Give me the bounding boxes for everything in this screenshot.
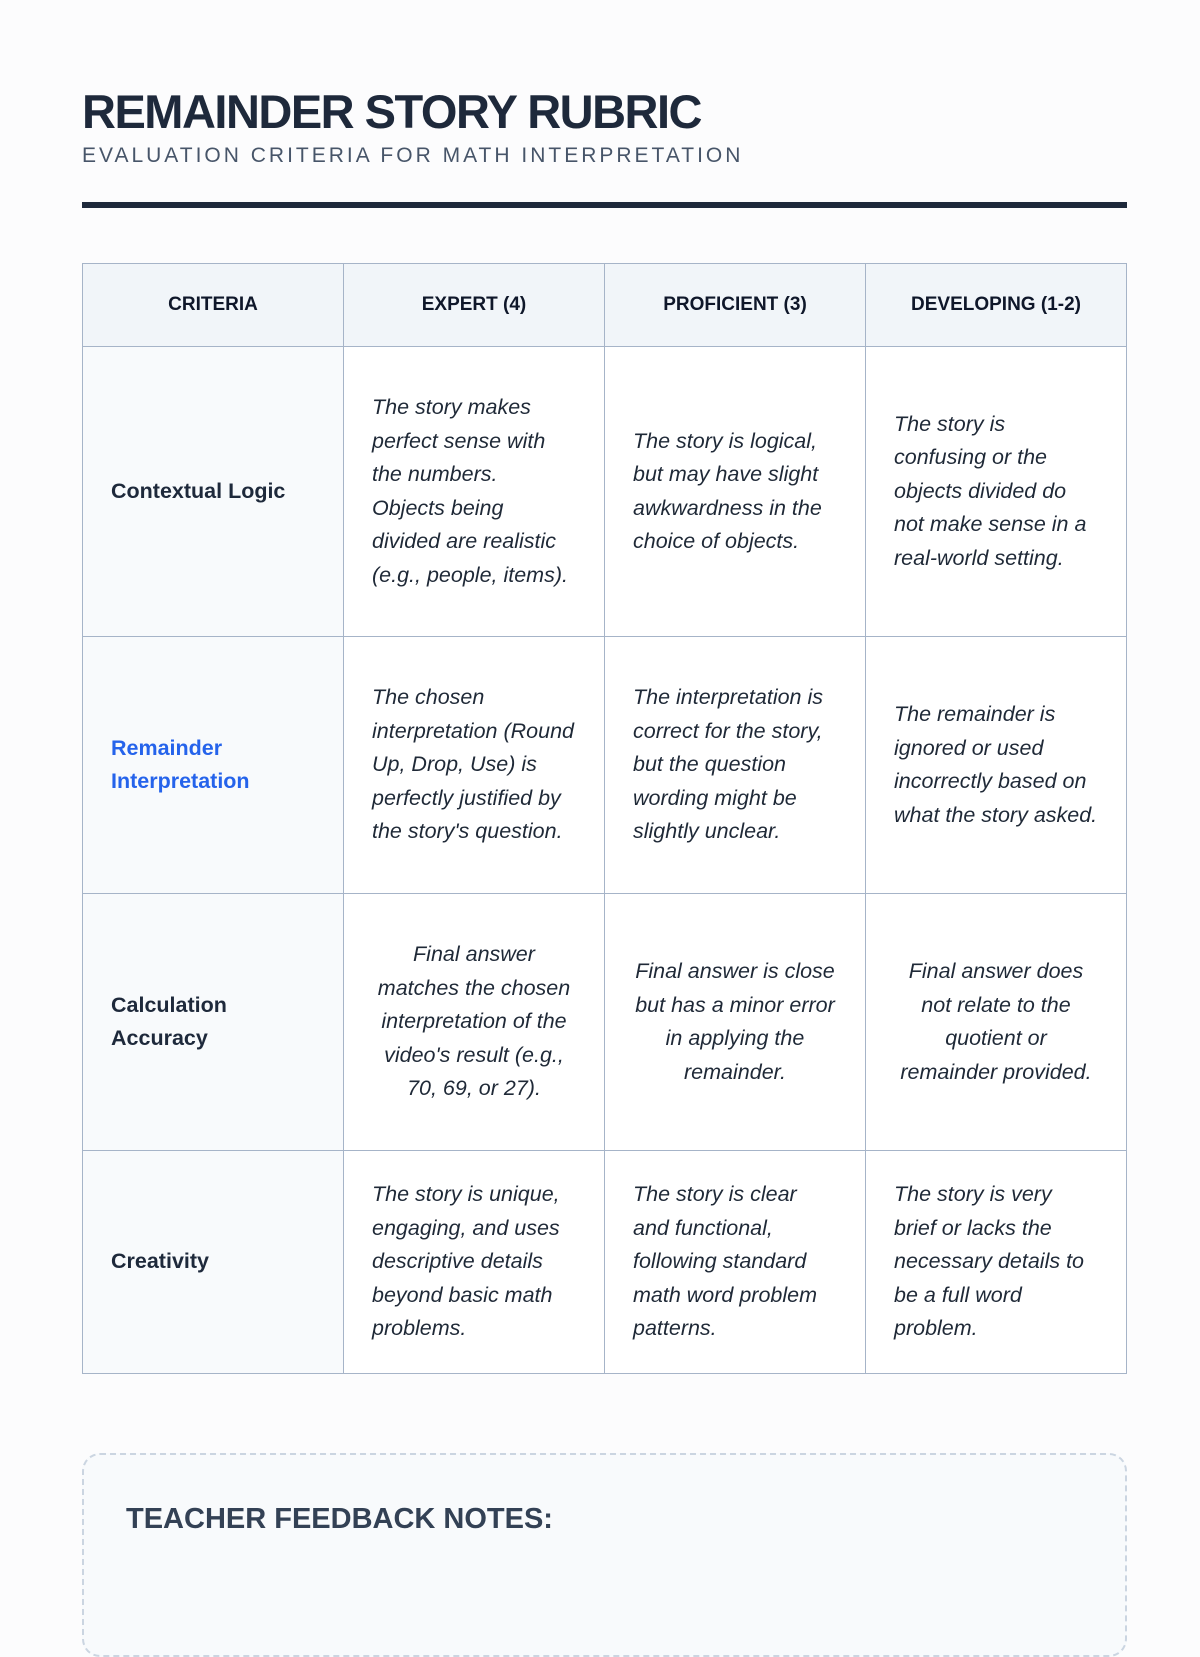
criteria-cell: Calculation Accuracy (83, 894, 344, 1151)
developing-cell: The story is confusing or the objects divided do not make sense in a real-world setting. (866, 347, 1127, 637)
rubric-table (82, 263, 1127, 1374)
proficient-cell: Final answer is close but has a minor error in applying the remainder. (605, 894, 866, 1151)
column-header-expert: EXPERT (4) (344, 264, 605, 347)
table-row (83, 347, 1127, 637)
column-header-developing: DEVELOPING (1-2) (866, 264, 1127, 347)
developing-cell: Final answer does not relate to the quotient or remainder provided. (866, 894, 1127, 1151)
teacher-feedback-box[interactable] (82, 1453, 1127, 1657)
criteria-cell: Remainder Interpretation (83, 637, 344, 894)
proficient-cell: The story is clear and functional, following standard math word problem patterns. (605, 1151, 866, 1374)
developing-cell: The story is very brief or lacks the necessary details to be a full word problem. (866, 1151, 1127, 1374)
table-header-row (83, 264, 1127, 347)
table-row (83, 637, 1127, 894)
column-header-criteria: CRITERIA (83, 264, 344, 347)
feedback-heading: TEACHER FEEDBACK NOTES: (126, 1503, 553, 1535)
page-title: REMAINDER STORY RUBRIC (82, 85, 701, 138)
expert-cell: The chosen interpretation (Round Up, Drop, Use) is perfectly justified by the story's question. (344, 637, 605, 894)
expert-cell: The story is unique, engaging, and uses descriptive details beyond basic math problems. (344, 1151, 605, 1374)
table-row (83, 1151, 1127, 1374)
column-header-proficient: PROFICIENT (3) (605, 264, 866, 347)
page-subtitle: EVALUATION CRITERIA FOR MATH INTERPRETATION (82, 144, 744, 167)
expert-cell: Final answer matches the chosen interpretation of the video's result (e.g., 70, 69, or 27). (344, 894, 605, 1151)
criteria-cell: Creativity (83, 1151, 344, 1374)
expert-cell: The story makes perfect sense with the numbers. Objects being divided are realistic (e.g., people, items). (344, 347, 605, 637)
table-row (83, 894, 1127, 1151)
criteria-cell: Contextual Logic (83, 347, 344, 637)
proficient-cell: The story is logical, but may have slight awkwardness in the choice of objects. (605, 347, 866, 637)
proficient-cell: The interpretation is correct for the story, but the question wording might be slightly unclear. (605, 637, 866, 894)
header-divider (82, 202, 1127, 208)
developing-cell: The remainder is ignored or used incorrectly based on what the story asked. (866, 637, 1127, 894)
